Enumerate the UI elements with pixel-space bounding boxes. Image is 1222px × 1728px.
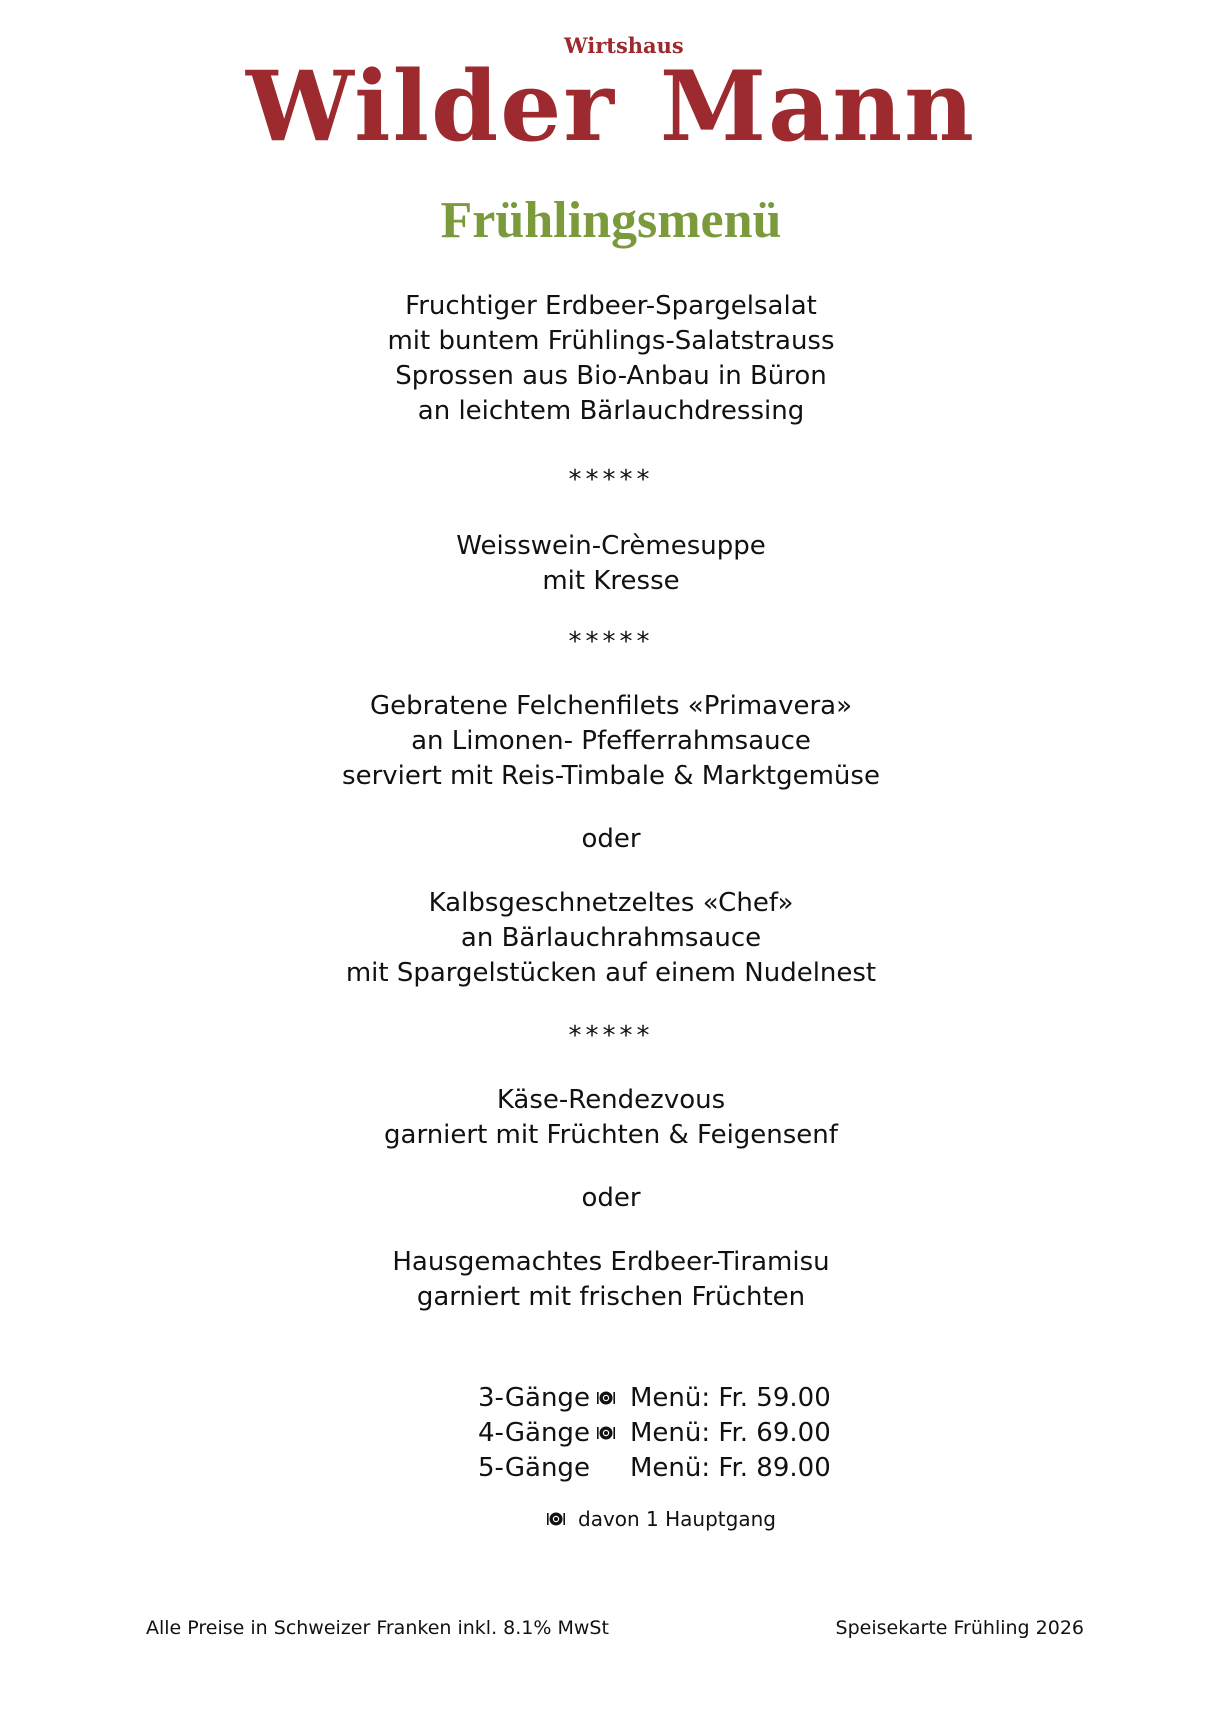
- plate-cutlery-icon: [596, 1425, 616, 1441]
- course-separator: *****: [568, 1021, 654, 1051]
- price-value: Menü: Fr. 59.00: [630, 1383, 831, 1413]
- main-1-line-2: an Limonen- Pfefferrahmsauce: [411, 726, 811, 756]
- price-row-5-courses: [0, 1450, 1222, 1486]
- price-value: Menü: Fr. 89.00: [630, 1453, 831, 1483]
- main-2-line-1: Kalbsgeschnetzeltes «Chef»: [428, 888, 794, 918]
- footer-menu-edition: Speisekarte Frühling 2026: [835, 1617, 1084, 1639]
- starter-line-1: Fruchtiger Erdbeer-Spargelsalat: [405, 291, 817, 321]
- logo-word-1: Wilder: [246, 50, 616, 163]
- logo-word-2: Mann: [659, 50, 976, 163]
- price-value: Menü: Fr. 69.00: [630, 1418, 831, 1448]
- price-row-3-courses: [0, 1380, 1222, 1416]
- starter-line-3: Sprossen aus Bio-Anbau in Büron: [395, 361, 827, 391]
- restaurant-logo: [0, 30, 1222, 163]
- main-course-note: [0, 1504, 1222, 1534]
- logo-wordmark: [0, 52, 1222, 162]
- price-row-4-courses: [0, 1415, 1222, 1451]
- price-courses: 5-Gänge: [478, 1453, 590, 1483]
- course-separator: *****: [568, 465, 654, 495]
- price-courses: 4-Gänge: [478, 1418, 590, 1448]
- logo-subtitle: Wirtshaus: [564, 33, 684, 58]
- main-1-line-3: serviert mit Reis-Timbale & Marktgemüse: [342, 761, 880, 791]
- footer-price-info: Alle Preise in Schweizer Franken inkl. 8.1% MwSt: [146, 1617, 609, 1639]
- main-2-line-3: mit Spargelstücken auf einem Nudelnest: [345, 958, 877, 988]
- menu-title: Frühlingsmenü: [440, 192, 782, 249]
- dessert-line-2: garniert mit frischen Früchten: [416, 1282, 806, 1312]
- cheese-line-1: Käse-Rendezvous: [496, 1085, 726, 1115]
- soup-line-1: Weisswein-Crèmesuppe: [456, 531, 766, 561]
- price-courses: 3-Gänge: [478, 1383, 590, 1413]
- main-1-line-1: Gebratene Felchenfilets «Primavera»: [369, 691, 852, 721]
- or-label: oder: [581, 824, 641, 854]
- cheese-line-2: garniert mit Früchten & Feigensenf: [384, 1120, 838, 1150]
- plate-cutlery-icon: [546, 1511, 566, 1527]
- note-text: davon 1 Hauptgang: [578, 1507, 776, 1531]
- starter-line-4: an leichtem Bärlauchdressing: [417, 396, 805, 426]
- course-separator: *****: [568, 627, 654, 657]
- dessert-line-1: Hausgemachtes Erdbeer-Tiramisu: [392, 1247, 830, 1277]
- plate-cutlery-icon: [596, 1390, 616, 1406]
- soup-line-2: mit Kresse: [542, 566, 680, 596]
- starter-line-2: mit buntem Frühlings-Salatstrauss: [387, 326, 835, 356]
- or-label: oder: [581, 1183, 641, 1213]
- main-2-line-2: an Bärlauchrahmsauce: [460, 923, 762, 953]
